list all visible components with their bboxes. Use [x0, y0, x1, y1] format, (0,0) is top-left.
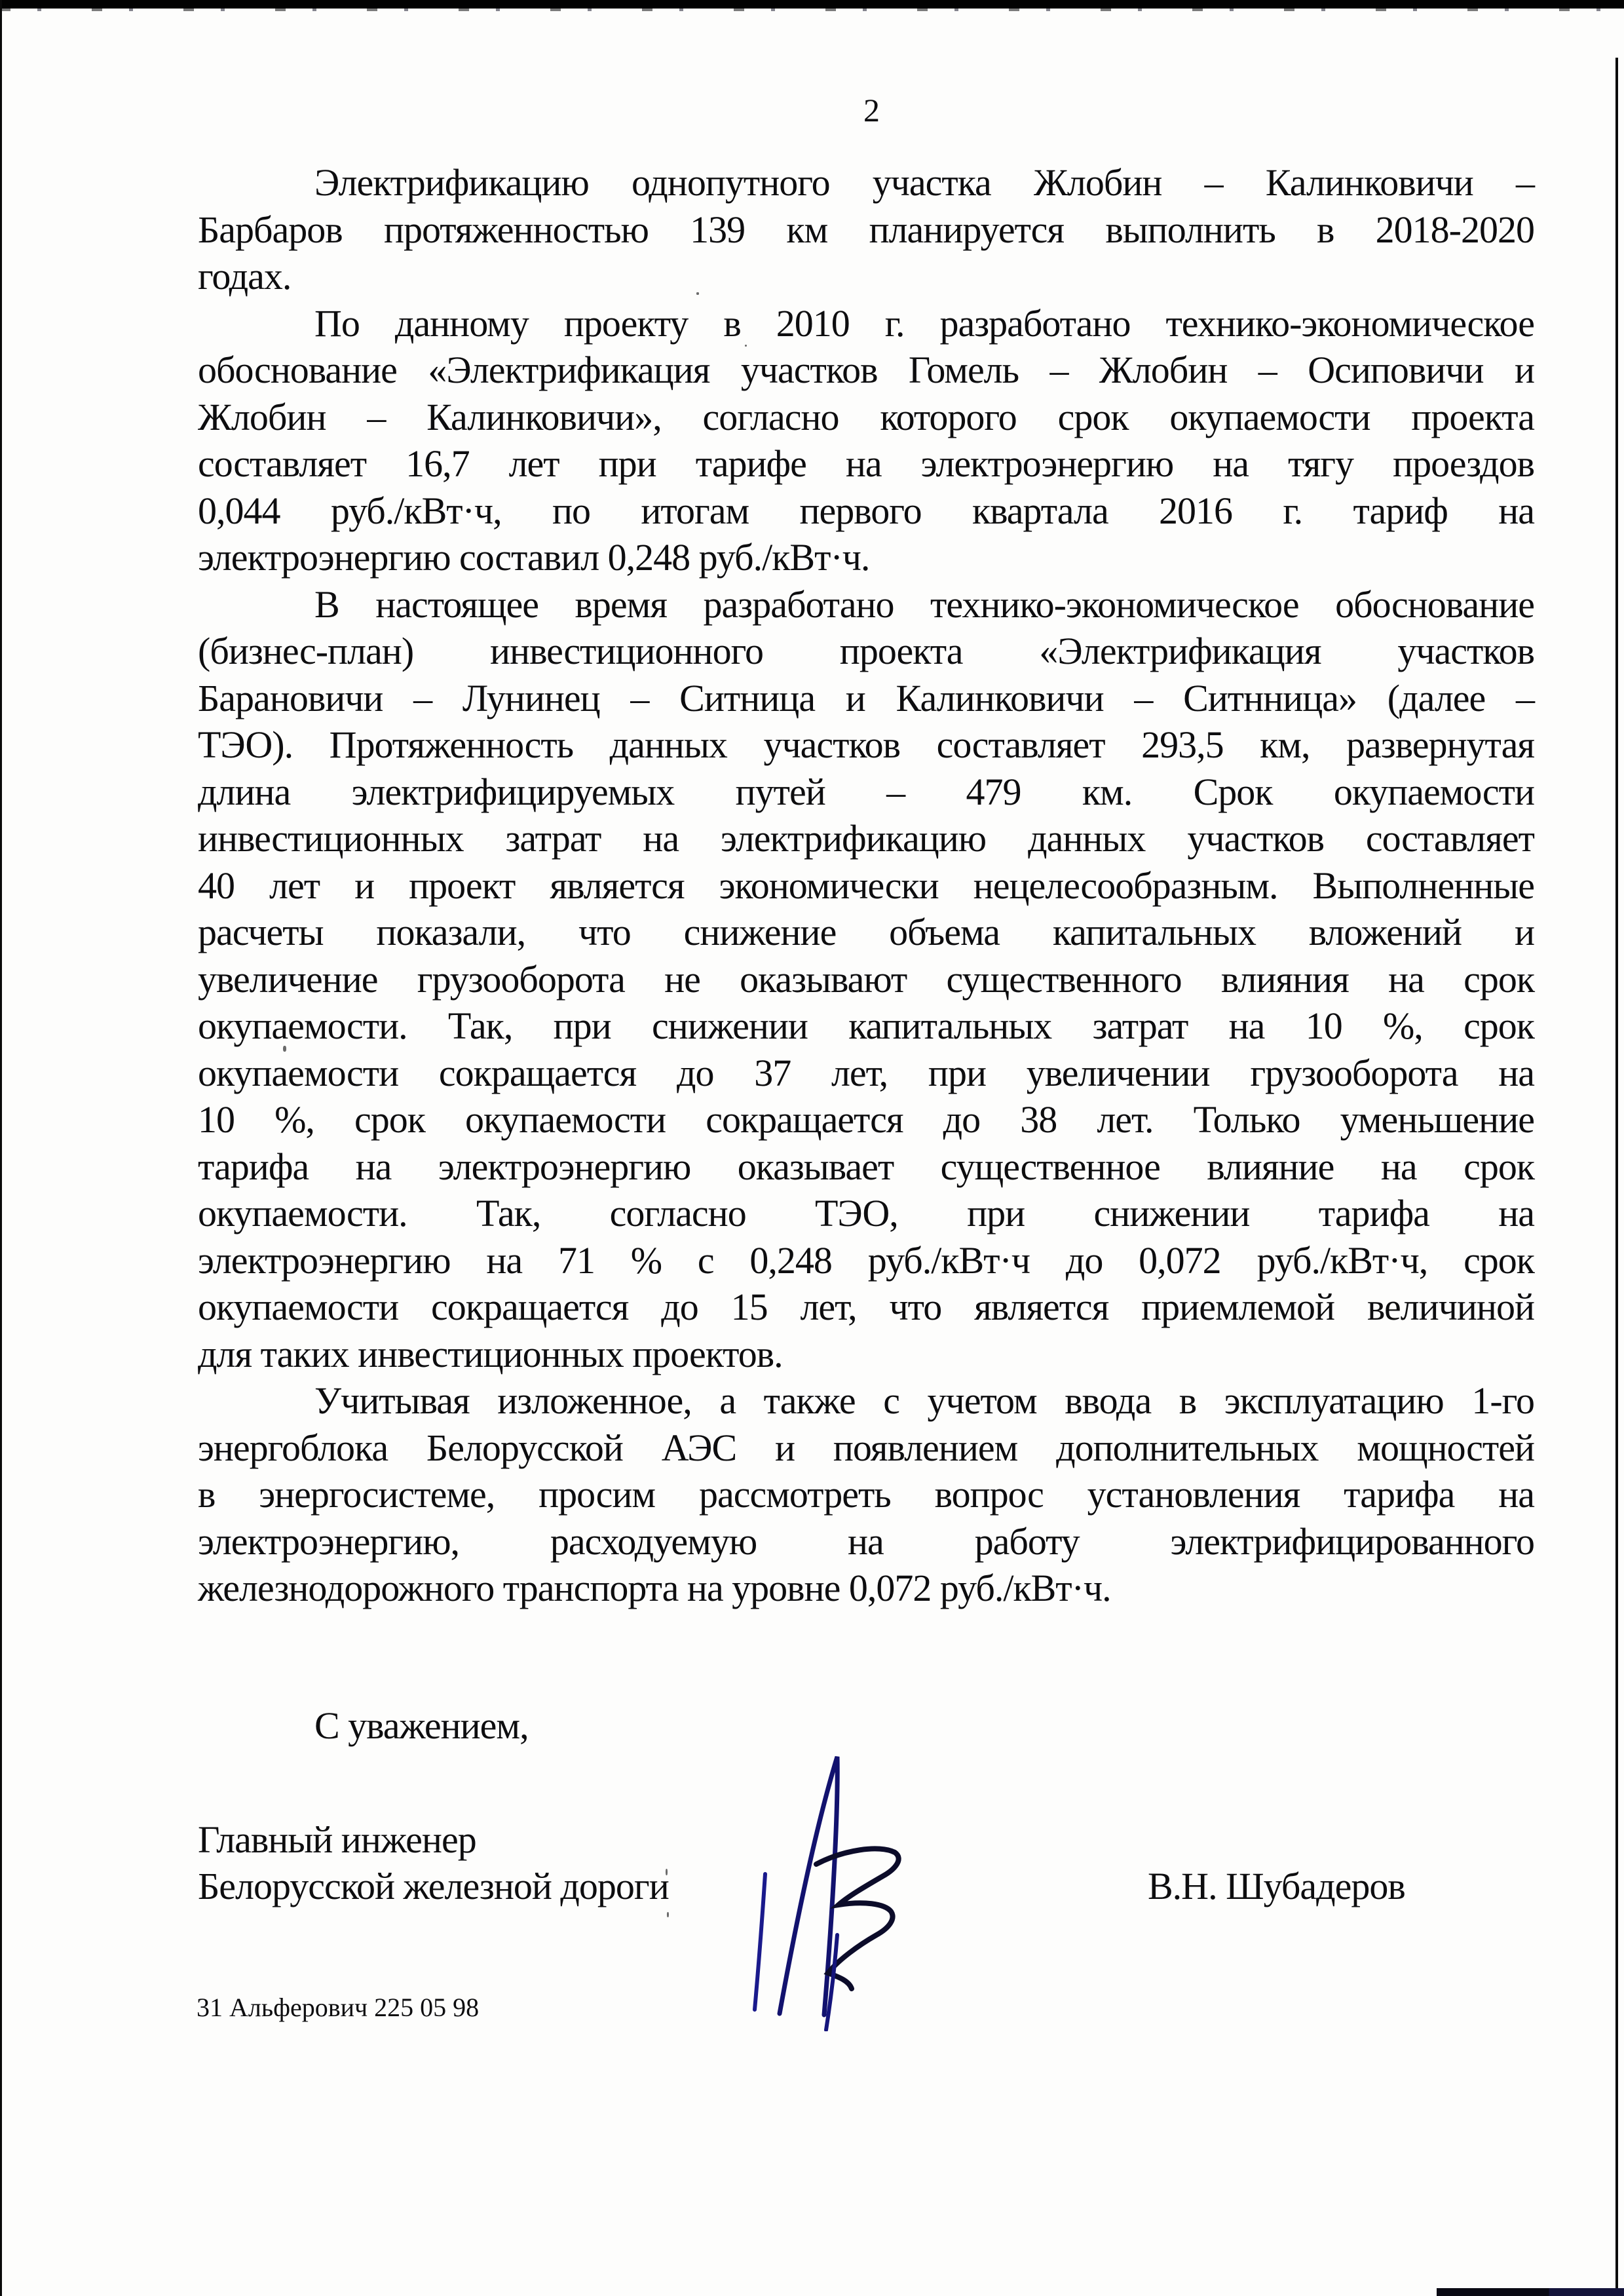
paragraph: [198, 581, 1534, 1378]
body-text-line: 40 лет и проект является экономически нецелесообразным. Выполненные: [198, 864, 1534, 907]
body-text-line: железнодорожного транспорта на уровне 0,072 руб./кВт·ч.: [198, 1567, 1111, 1609]
body-text-line: инвестиционных затрат на электрификацию данных участков составляет: [198, 817, 1534, 860]
signer-position-line1: Главный инженер: [198, 1818, 476, 1861]
body-text-line: Барбаров протяженностью 139 км планируется выполнить в 2018-2020: [198, 208, 1534, 251]
body-text-line: Барановичи – Лунинец – Ситница и Калинковичи – Ситнница» (далее –: [198, 676, 1534, 719]
executor-reference: 31 Альферович 225 05 98: [197, 1993, 480, 2022]
scan-bottom-bar: [1437, 2288, 1624, 2296]
body-text-line: Электрификацию однопутного участка Жлобин – Калинковичи –: [314, 161, 1534, 204]
body-text-line: электроэнергию на 71 % с 0,248 руб./кВт·ч до 0,072 руб./кВт·ч, срок: [198, 1238, 1534, 1282]
body-text-line: 0,044 руб./кВт·ч, по итогам первого квартала 2016 г. тариф на: [198, 489, 1534, 532]
body-text-line: увеличение грузооборота не оказывают существенного влияния на срок: [198, 957, 1534, 1001]
paragraph: [198, 1377, 1534, 1612]
signer-position-line2: Белорусской железной дороги: [198, 1865, 669, 1907]
paragraph: [198, 159, 1534, 300]
body-text-line: окупаемости сокращается до 15 лет, что является приемлемой величиной: [198, 1286, 1534, 1328]
body-text-line: 10 %, срок окупаемости сокращается до 38 лет. Только уменьшение: [198, 1098, 1534, 1141]
scan-noise-strip: [0, 9, 1624, 11]
body-text-line: длина электрифицируемых путей – 479 км. Срок окупаемости: [198, 770, 1534, 813]
body-text-line: окупаемости. Так, согласно ТЭО, при снижении тарифа на: [198, 1192, 1534, 1234]
body-text-line: в энергосистеме, просим рассмотреть вопрос установления тарифа на: [198, 1473, 1534, 1516]
scan-left-edge-line: [0, 0, 2, 2296]
body-text-line: энергоблока Белорусской АЭС и появлением дополнительных мощностей: [198, 1426, 1534, 1469]
closing-salutation: С уважением,: [314, 1704, 529, 1747]
body-text-line: обоснование «Электрификация участков Гомель – Жлобин – Осиповичи и: [198, 349, 1534, 391]
body-text-line: В настоящее время разработано технико-экономическое обоснование: [314, 583, 1534, 626]
body-text-line: Жлобин – Калинковичи», согласно которого срок окупаемости проекта: [198, 395, 1534, 438]
scan-right-edge-line: [1615, 58, 1618, 2296]
body-text-line: окупаемости сокращается до 37 лет, при увеличении грузооборота на: [198, 1051, 1534, 1094]
body-text-line: электроэнергию, расходуемую на работу электрифицированного: [198, 1520, 1534, 1563]
scan-top-bar: [0, 0, 1624, 9]
body-text-line: Учитывая изложенное, а также с учетом ввода в эксплуатацию 1-го: [314, 1379, 1534, 1422]
body-text-line: окупаемости. Так, при снижении капитальных затрат на 10 %, срок: [198, 1004, 1534, 1047]
body-text-line: расчеты показали, что снижение объема капитальных вложений и: [198, 911, 1534, 953]
body-text-line: По данному проекту в 2010 г. разработано технико-экономическое: [314, 301, 1534, 345]
body-text-line: составляет 16,7 лет при тарифе на электроэнергию на тягу проездов: [198, 442, 1534, 485]
body-text-line: годах.: [198, 255, 292, 297]
paragraph: [198, 300, 1534, 581]
body-text-line: (бизнес-план) инвестиционного проекта «Электрификация участков: [198, 630, 1534, 672]
body-text-line: тарифа на электроэнергию оказывает существенное влияние на срок: [198, 1145, 1534, 1188]
signatory-name: В.Н. Шубадеров: [1148, 1865, 1405, 1907]
body-text-line: ТЭО). Протяженность данных участков составляет 293,5 км, развернутая: [198, 723, 1534, 766]
handwritten-signature-icon: [739, 1740, 935, 2031]
letter-body: [198, 159, 1534, 1612]
body-text-line: для таких инвестиционных проектов.: [198, 1332, 783, 1375]
body-text-line: электроэнергию составил 0,248 руб./кВт·ч.: [198, 536, 870, 579]
signer-position: [198, 1816, 669, 1909]
scan-speck: [667, 1912, 669, 1917]
page-number: 2: [863, 92, 880, 128]
